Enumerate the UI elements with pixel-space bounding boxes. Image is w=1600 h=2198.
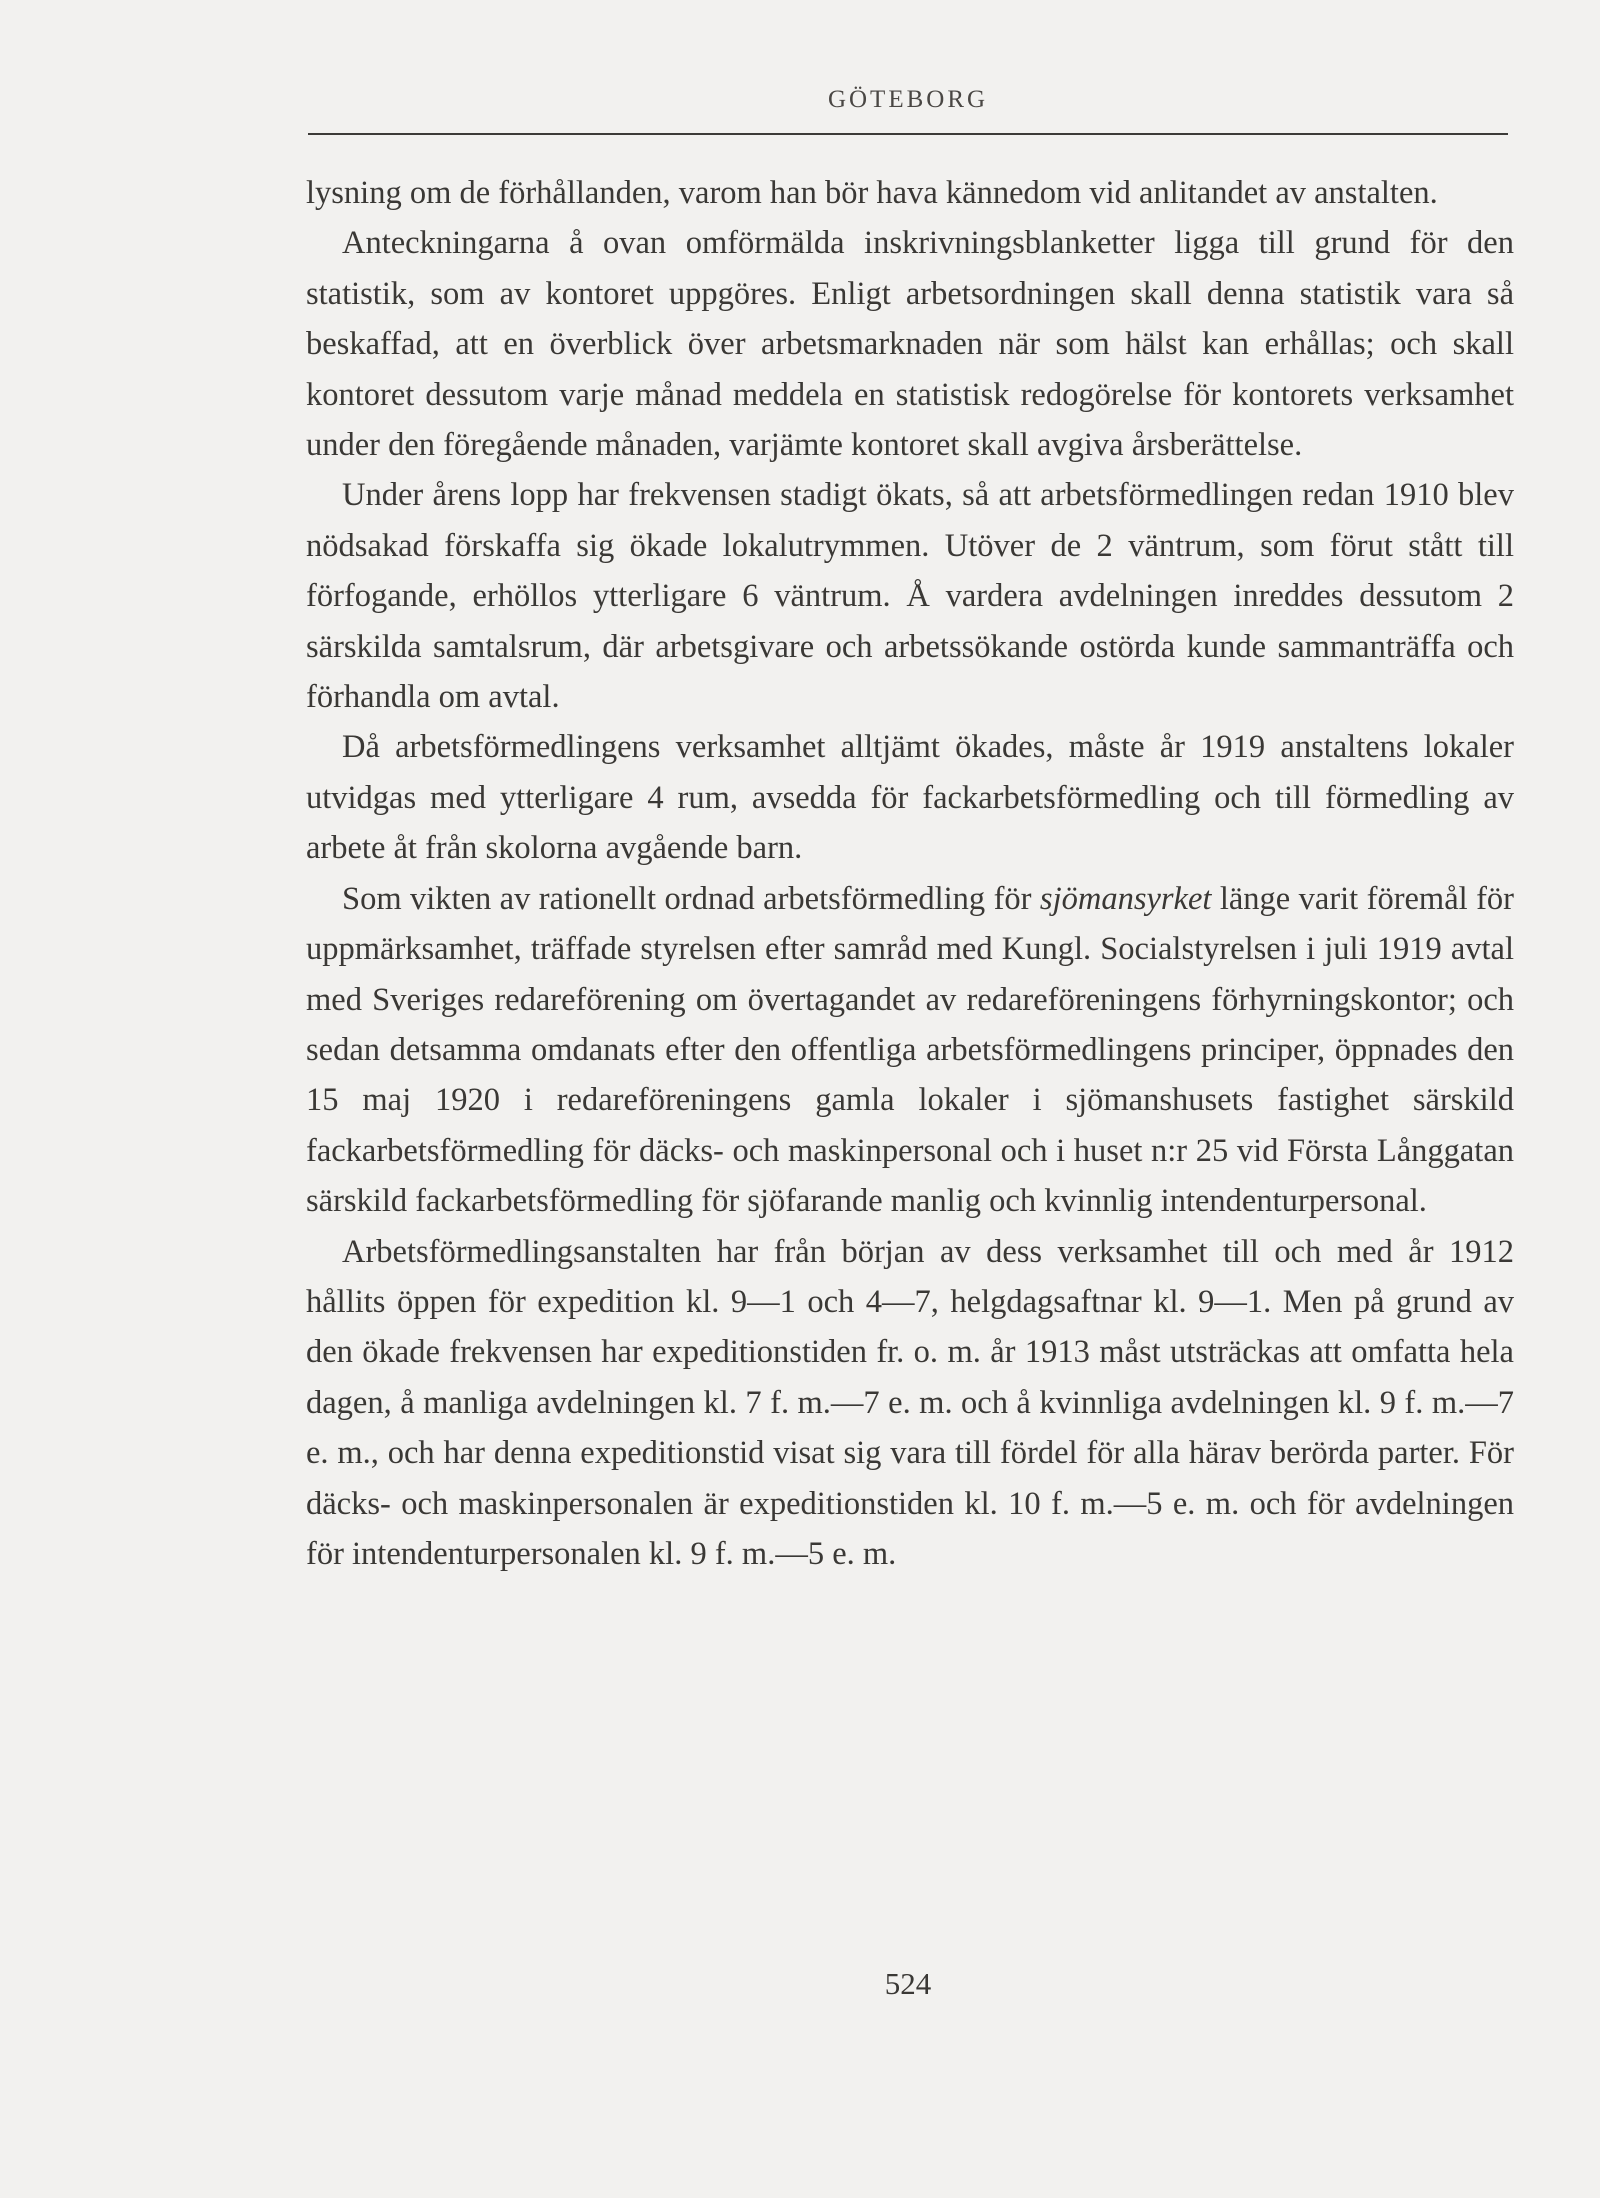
header-rule <box>308 133 1508 135</box>
paragraph-5-before: Som vikten av rationellt ordnad arbetsförmedling för <box>342 880 1040 917</box>
paragraph-5-emphasis: sjömansyrket <box>1039 880 1212 917</box>
paragraph-5 <box>306 874 1514 1227</box>
paragraph-6: Arbetsförmedlingsanstalten har från början av dess verksamhet till och med år 1912 hållits öppen för expedition kl. 9—1 och 4—7, helgdagsaftnar kl. 9—1. Men på grund av den ökade frekvensen har expeditionstiden fr. o. m. år 1913 måst utsträckas att omfatta hela dagen, å manliga avdelningen kl. 7 f. m.—7 e. m. och å kvinnliga avdelningen kl. 9 f. m.—7 e. m., och har denna expeditionstid visat sig vara till fördel för alla härav berörda parter. För däcks- och maskinpersonalen är expeditionstiden kl. 10 f. m.—5 e. m. och för avdelningen för intendenturpersonalen kl. 9 f. m.—5 e. m. <box>306 1233 1514 1572</box>
paragraph-2: Anteckningarna å ovan omförmälda inskrivningsblanketter ligga till grund för den statistik, som av kontoret uppgöres. Enligt arbetsordningen skall denna statistik vara så beskaffad, att en överblick över arbetsmarknaden när som hälst kan erhållas; och skall kontoret dessutom varje månad meddela en statistisk redogörelse för kontorets verksamhet under den föregående månaden, varjämte kontoret skall avgiva årsberättelse. <box>306 225 1514 464</box>
paragraph-4: Då arbetsförmedlingens verksamhet alltjämt ökades, måste år 1919 anstaltens lokaler utvidgas med ytterligare 4 rum, avsedda för fackarbetsförmedling och till förmedling av arbete åt från skolorna avgående barn. <box>306 729 1514 867</box>
paragraph-1: lysning om de förhållanden, varom han bör hava kännedom vid anlitandet av anstalten. <box>306 175 1438 211</box>
page-number: 524 <box>884 1966 932 2001</box>
running-header: GÖTEBORG <box>827 86 989 113</box>
body-text <box>306 168 1514 1579</box>
paragraph-5-after: länge varit föremål för uppmärksamhet, träffade styrelsen efter samråd med Kungl. Socialstyrelsen i juli 1919 avtal med Sveriges redareförening om övertagandet av redareföreningens förhyrningskontor; och sedan detsamma omdanats efter den offentliga arbetsförmedlingens principer, öppnades den 15 maj 1920 i redareföreningens gamla lokaler i sjömanshusets fastighet särskild fackarbetsförmedling för däcks- och maskinpersonal och i huset n:r 25 vid Första Långgatan särskild fackarbetsförmedling för sjöfarande manlig och kvinnlig intendenturpersonal. <box>306 880 1514 1220</box>
paragraph-3: Under årens lopp har frekvensen stadigt ökats, så att arbetsförmedlingen redan 1910 blev nödsakad förskaffa sig ökade lokalutrymmen. Utöver de 2 väntrum, som förut stått till förfogande, erhöllos ytterligare 6 väntrum. Å vardera avdelningen inreddes dessutom 2 särskilda samtalsrum, där arbetsgivare och arbetssökande ostörda kunde sammanträffa och förhandla om avtal. <box>306 477 1514 716</box>
